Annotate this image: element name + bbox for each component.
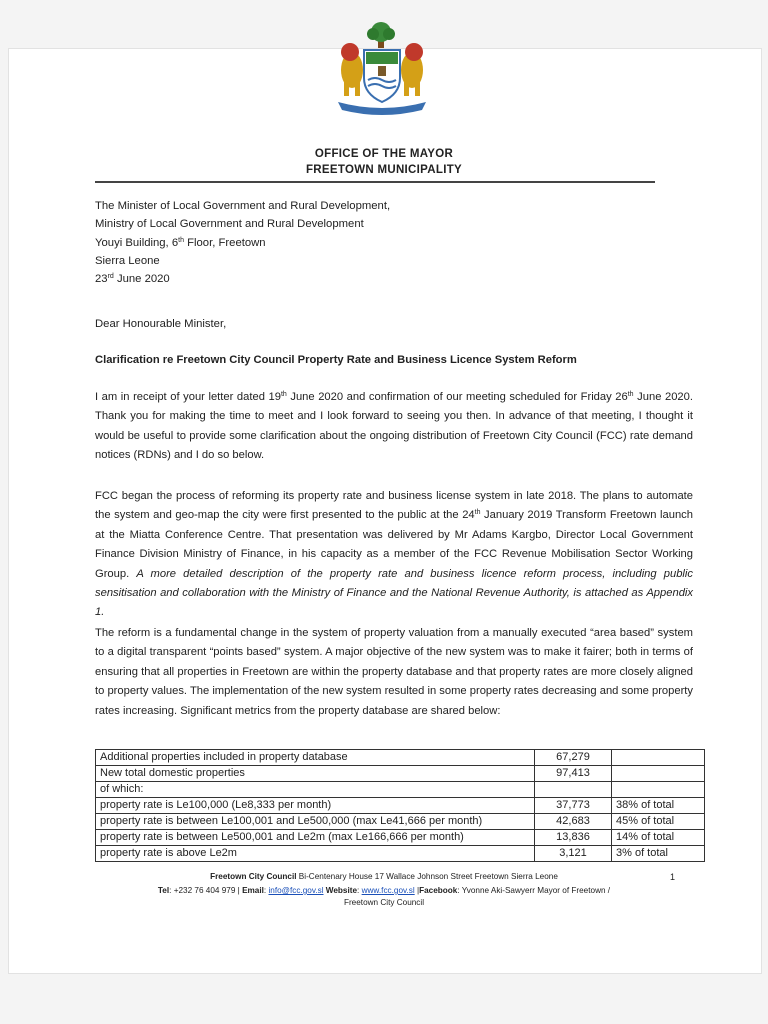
table-row: property rate is between Le100,001 and Le500,000 (max Le41,666 per month) 42,683 45% of total xyxy=(96,814,705,830)
footer-org-name: Freetown City Council xyxy=(343,898,425,907)
paragraph-2: FCC began the process of reforming its property rate and business license system in late 2018. The plans to automate the system and geo-map the city were first presented to the public at the 24th January 2019 Transform Freetown launch at the Miatta Conference Centre. That presentation was delivered by Mr Adams Kargbo, Director Local Government Finance Division Ministry of Finance, in his capacity as a member of the FCC Revenue Mobilisation Sector Working Group. A more detailed description of the property rate and business licence reform process, including public sensitisation and collaboration with the Ministry of Finance and the National Revenue Authority, is attached as Appendix 1. xyxy=(95,490,693,619)
recipient-line-1: The Minister of Local Government and Rural Development, xyxy=(95,200,391,212)
email-link[interactable]: info@fcc.gov.sl xyxy=(268,886,324,895)
footer-address: Freetown City Council Bi-Centenary House 17 Wallace Johnson Street Freetown Sierra Leone xyxy=(210,872,558,881)
website-link[interactable]: www.fcc.gov.sl xyxy=(361,886,415,895)
page-number: 1 xyxy=(670,872,676,882)
footer-contacts: Tel: +232 76 404 979 | Email: info@fcc.gov.sl Website: www.fcc.gov.sl |Facebook: Yvonne Aki-Sawyerr Mayor of Freetown / xyxy=(157,886,611,895)
recipient-line-2: Ministry of Local Government and Rural Development xyxy=(95,218,364,230)
table-row: Additional properties included in property database 67,279 xyxy=(96,750,705,766)
table-row: property rate is between Le500,001 and Le2m (max Le166,666 per month) 13,836 14% of total xyxy=(96,830,705,846)
table-row: property rate is above Le2m 3,121 3% of total xyxy=(96,846,705,862)
office-title: OFFICE OF THE MAYOR xyxy=(314,148,454,160)
recipient-line-4: Sierra Leone xyxy=(95,255,160,267)
table-row: of which: xyxy=(96,782,705,798)
header-divider xyxy=(95,181,655,183)
crest-ribbon xyxy=(338,102,426,115)
paragraph-1: I am in receipt of your letter dated 19th June 2020 and confirmation of our meeting scheduled for Friday 26th June 2020. Thank you for making the time to meet and I look forward to seeing you then. In advance of that meeting, I thought it would be useful to provide some clarification about the ongoing distribution of Freetown City Council (FCC) rate demand notices (RDNs) and I do so below. xyxy=(95,391,693,462)
crest-lion-left xyxy=(341,43,363,96)
subject-line: Clarification re Freetown City Council Property Rate and Business Licence System Reform xyxy=(95,354,577,366)
crest-lion-right xyxy=(401,43,423,96)
property-metrics-table xyxy=(95,749,705,862)
salutation: Dear Honourable Minister, xyxy=(95,318,227,330)
coat-of-arms-logo xyxy=(330,22,434,116)
table-row: New total domestic properties 97,413 xyxy=(96,766,705,782)
paragraph-3: The reform is a fundamental change in the system of property valuation from a manually executed “area based” system to a digital transparent “points based” system. A major objective of the new system was to make it fairer; both in terms of ensuring that all properties in Freetown are within the property database and that property rates are more closely aligned to property values. The implementation of the new system resulted in some property rates decreasing and some property rates increasing. Significant metrics from the property database are shared below: xyxy=(95,627,694,717)
recipient-line-3: Youyi Building, 6th Floor, Freetown xyxy=(95,237,266,249)
office-subtitle: FREETOWN MUNICIPALITY xyxy=(305,164,462,176)
letter-date: 23rd June 2020 xyxy=(95,273,170,285)
table-row: property rate is Le100,000 (Le8,333 per month) 37,773 38% of total xyxy=(96,798,705,814)
crest-tree xyxy=(367,22,395,48)
